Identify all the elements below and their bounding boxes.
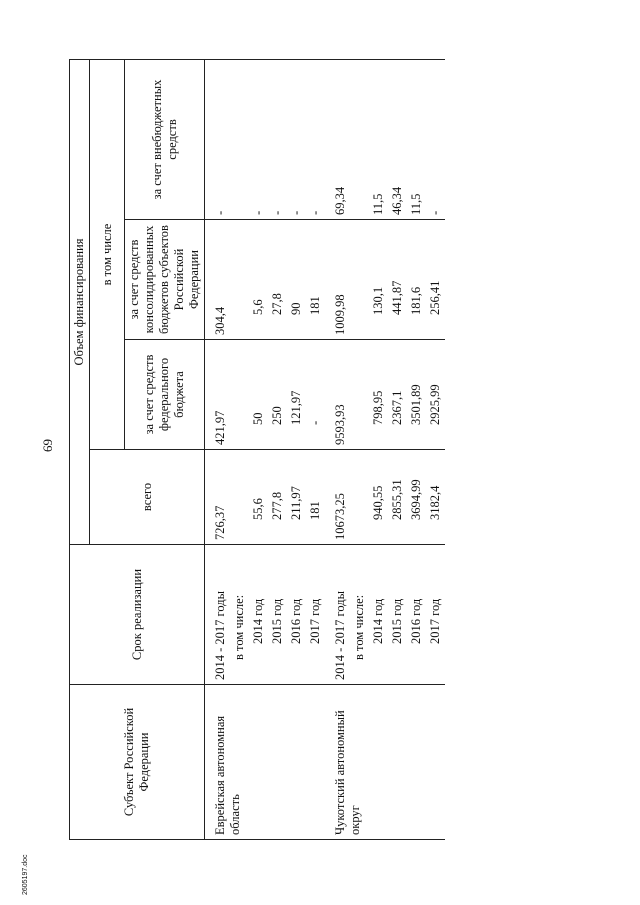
total-cell: 2855,31 bbox=[388, 450, 407, 545]
total-cell: 181 bbox=[306, 450, 325, 545]
table-row bbox=[205, 60, 231, 840]
regional-cell: 441,87 bbox=[388, 220, 407, 340]
region-name: Чукотский автономный округ bbox=[325, 685, 445, 840]
header-subject: Субъект Российской Федерации bbox=[70, 685, 205, 840]
header-funding-group: Объем финансирования bbox=[70, 60, 90, 545]
table-header bbox=[70, 60, 205, 840]
federal-cell: 2925,99 bbox=[426, 340, 445, 450]
regional-cell: 1009,98 bbox=[325, 220, 350, 340]
federal-cell: 3501,89 bbox=[407, 340, 426, 450]
header-extrabudget: за счет внебюджетных средств bbox=[125, 60, 205, 220]
period-cell: 2015 год bbox=[268, 545, 287, 685]
extrabudget-cell: 69,34 bbox=[325, 60, 350, 220]
total-cell: 277,8 bbox=[268, 450, 287, 545]
funding-table bbox=[69, 59, 445, 840]
total-cell: 211,97 bbox=[287, 450, 306, 545]
extrabudget-cell: - bbox=[249, 60, 268, 220]
extrabudget-cell: 46,34 bbox=[388, 60, 407, 220]
table-body bbox=[205, 60, 446, 840]
regional-cell: 27,8 bbox=[268, 220, 287, 340]
total-cell: 726,37 bbox=[205, 450, 231, 545]
extrabudget-cell: 11,5 bbox=[369, 60, 388, 220]
table-row bbox=[325, 60, 350, 840]
regional-cell: 5,6 bbox=[249, 220, 268, 340]
extrabudget-cell: - bbox=[306, 60, 325, 220]
period-cell: 2014 год bbox=[249, 545, 268, 685]
header-total: всего bbox=[90, 450, 205, 545]
rotated-funding-table bbox=[69, 60, 519, 840]
regional-cell: 304,4 bbox=[205, 220, 231, 340]
regional-cell: 181,6 bbox=[407, 220, 426, 340]
extrabudget-cell: - bbox=[205, 60, 231, 220]
federal-cell: 121,97 bbox=[287, 340, 306, 450]
regional-cell: 256,41 bbox=[426, 220, 445, 340]
extrabudget-cell: 11,5 bbox=[407, 60, 426, 220]
federal-cell: 50 bbox=[249, 340, 268, 450]
period-cell: 2014 - 2017 годы bbox=[205, 545, 231, 685]
federal-cell: - bbox=[306, 340, 325, 450]
total-cell: 55,6 bbox=[249, 450, 268, 545]
total-cell: 3694,99 bbox=[407, 450, 426, 545]
period-cell: 2015 год bbox=[388, 545, 407, 685]
period-cell: 2016 год bbox=[407, 545, 426, 685]
including-label: в том числе: bbox=[350, 545, 369, 685]
header-including: в том числе bbox=[90, 60, 125, 450]
including-label: в том числе: bbox=[230, 545, 249, 685]
total-cell: 10673,25 bbox=[325, 450, 350, 545]
extrabudget-cell: - bbox=[426, 60, 445, 220]
period-cell: 2017 год bbox=[306, 545, 325, 685]
period-cell: 2016 год bbox=[287, 545, 306, 685]
federal-cell: 2367,1 bbox=[388, 340, 407, 450]
federal-cell: 9593,93 bbox=[325, 340, 350, 450]
regional-cell: 130,1 bbox=[369, 220, 388, 340]
extrabudget-cell: - bbox=[268, 60, 287, 220]
period-cell: 2014 год bbox=[369, 545, 388, 685]
federal-cell: 421,97 bbox=[205, 340, 231, 450]
extrabudget-cell: - bbox=[287, 60, 306, 220]
header-regional: за счет средств консолидированных бюджетов субъектов Российской Федерации bbox=[125, 220, 205, 340]
document-reference: 2605197.doc bbox=[22, 854, 29, 895]
page-number: 69 bbox=[40, 439, 55, 452]
total-cell: 3182,4 bbox=[426, 450, 445, 545]
regional-cell: 90 bbox=[287, 220, 306, 340]
total-cell: 940,55 bbox=[369, 450, 388, 545]
federal-cell: 798,95 bbox=[369, 340, 388, 450]
period-cell: 2014 - 2017 годы bbox=[325, 545, 350, 685]
period-cell: 2017 год bbox=[426, 545, 445, 685]
header-federal: за счет средств федерального бюджета bbox=[125, 340, 205, 450]
header-period: Срок реализации bbox=[70, 545, 205, 685]
federal-cell: 250 bbox=[268, 340, 287, 450]
region-name: Еврейская автономная область bbox=[205, 685, 326, 840]
regional-cell: 181 bbox=[306, 220, 325, 340]
